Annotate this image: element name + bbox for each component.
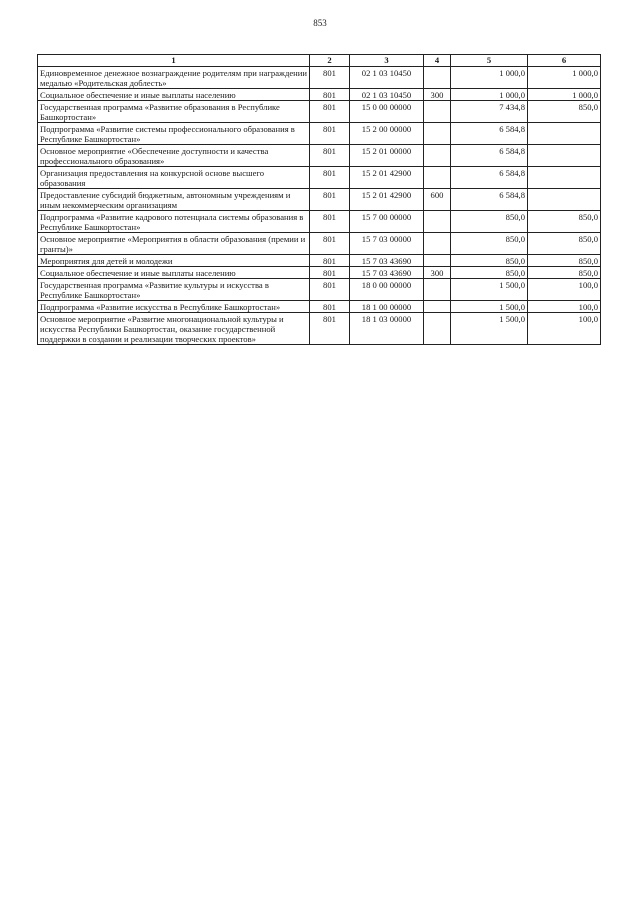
cell-target-code: 02 1 03 10450 [350, 67, 424, 89]
column-header: 1 [38, 55, 310, 67]
cell-target-code: 15 2 01 42900 [350, 167, 424, 189]
cell-expense-type [424, 211, 451, 233]
cell-name: Социальное обеспечение и иные выплаты населению [38, 267, 310, 279]
table-row [38, 89, 601, 101]
cell-amount-1: 1 000,0 [451, 89, 528, 101]
cell-admin-code: 801 [310, 89, 350, 101]
cell-amount-2: 850,0 [528, 233, 601, 255]
cell-amount-1: 6 584,8 [451, 167, 528, 189]
table-row [38, 267, 601, 279]
cell-amount-2 [528, 167, 601, 189]
table-row [38, 145, 601, 167]
column-header: 4 [424, 55, 451, 67]
cell-expense-type [424, 233, 451, 255]
table-row [38, 279, 601, 301]
cell-admin-code: 801 [310, 255, 350, 267]
cell-name: Подпрограмма «Развитие искусства в Республике Башкортостан» [38, 301, 310, 313]
column-header: 3 [350, 55, 424, 67]
cell-expense-type [424, 67, 451, 89]
table-row [38, 123, 601, 145]
cell-expense-type [424, 279, 451, 301]
cell-amount-1: 1 500,0 [451, 301, 528, 313]
table-row [38, 101, 601, 123]
cell-amount-2: 1 000,0 [528, 67, 601, 89]
cell-name: Мероприятия для детей и молодежи [38, 255, 310, 267]
cell-admin-code: 801 [310, 279, 350, 301]
cell-target-code: 15 2 00 00000 [350, 123, 424, 145]
table-row [38, 211, 601, 233]
table-row [38, 189, 601, 211]
cell-target-code: 15 2 01 00000 [350, 145, 424, 167]
table-body [38, 67, 601, 345]
page-number: 853 [313, 18, 327, 28]
table-row [38, 255, 601, 267]
cell-name: Предоставление субсидий бюджетным, автономным учреждениям и иным некоммерческим организациям [38, 189, 310, 211]
cell-amount-1: 850,0 [451, 233, 528, 255]
cell-name: Подпрограмма «Развитие кадрового потенциала системы образования в Республике Башкортостан» [38, 211, 310, 233]
cell-expense-type [424, 101, 451, 123]
cell-target-code: 18 1 03 00000 [350, 313, 424, 345]
cell-expense-type [424, 123, 451, 145]
cell-name: Основное мероприятие «Обеспечение доступности и качества профессионального образования» [38, 145, 310, 167]
cell-target-code: 02 1 03 10450 [350, 89, 424, 101]
cell-amount-2 [528, 145, 601, 167]
cell-target-code: 18 1 00 00000 [350, 301, 424, 313]
cell-expense-type: 300 [424, 267, 451, 279]
cell-amount-2: 850,0 [528, 255, 601, 267]
cell-amount-1: 6 584,8 [451, 123, 528, 145]
budget-table [37, 54, 601, 345]
table-row [38, 67, 601, 89]
cell-expense-type [424, 313, 451, 345]
table-row [38, 301, 601, 313]
cell-admin-code: 801 [310, 211, 350, 233]
cell-amount-1: 850,0 [451, 211, 528, 233]
cell-admin-code: 801 [310, 313, 350, 345]
table-row [38, 313, 601, 345]
cell-expense-type: 600 [424, 189, 451, 211]
cell-amount-2: 850,0 [528, 211, 601, 233]
cell-admin-code: 801 [310, 145, 350, 167]
cell-admin-code: 801 [310, 267, 350, 279]
cell-amount-2: 850,0 [528, 101, 601, 123]
cell-amount-1: 7 434,8 [451, 101, 528, 123]
cell-amount-1: 1 500,0 [451, 279, 528, 301]
cell-name: Основное мероприятие «Развитие многонациональной культуры и искусства Республики Башкортостан, оказание государственной поддержки в создании и реализации творческих проектов» [38, 313, 310, 345]
cell-name: Государственная программа «Развитие культуры и искусства в Республике Башкортостан» [38, 279, 310, 301]
cell-name: Основное мероприятие «Мероприятия в области образования (премии и гранты)» [38, 233, 310, 255]
cell-amount-2: 100,0 [528, 279, 601, 301]
cell-amount-1: 6 584,8 [451, 145, 528, 167]
cell-target-code: 15 7 03 43690 [350, 267, 424, 279]
cell-amount-1: 6 584,8 [451, 189, 528, 211]
cell-admin-code: 801 [310, 189, 350, 211]
cell-amount-2: 850,0 [528, 267, 601, 279]
cell-target-code: 15 7 03 43690 [350, 255, 424, 267]
cell-target-code: 15 7 03 00000 [350, 233, 424, 255]
table-header-row [38, 55, 601, 67]
cell-admin-code: 801 [310, 101, 350, 123]
cell-expense-type [424, 301, 451, 313]
cell-amount-2: 100,0 [528, 313, 601, 345]
column-header: 5 [451, 55, 528, 67]
cell-expense-type [424, 255, 451, 267]
cell-expense-type: 300 [424, 89, 451, 101]
cell-target-code: 18 0 00 00000 [350, 279, 424, 301]
cell-amount-2: 1 000,0 [528, 89, 601, 101]
cell-admin-code: 801 [310, 301, 350, 313]
cell-expense-type [424, 167, 451, 189]
cell-amount-1: 1 500,0 [451, 313, 528, 345]
cell-amount-2: 100,0 [528, 301, 601, 313]
cell-amount-1: 850,0 [451, 267, 528, 279]
cell-name: Организация предоставления на конкурсной основе высшего образования [38, 167, 310, 189]
cell-name: Подпрограмма «Развитие системы профессионального образования в Республике Башкортостан» [38, 123, 310, 145]
column-header: 6 [528, 55, 601, 67]
cell-name: Единовременное денежное вознаграждение родителям при награждении медалью «Родительская доблесть» [38, 67, 310, 89]
cell-target-code: 15 0 00 00000 [350, 101, 424, 123]
cell-admin-code: 801 [310, 123, 350, 145]
table-row [38, 167, 601, 189]
cell-target-code: 15 7 00 00000 [350, 211, 424, 233]
cell-target-code: 15 2 01 42900 [350, 189, 424, 211]
cell-name: Социальное обеспечение и иные выплаты населению [38, 89, 310, 101]
cell-amount-1: 1 000,0 [451, 67, 528, 89]
cell-amount-2 [528, 123, 601, 145]
cell-amount-2 [528, 189, 601, 211]
cell-admin-code: 801 [310, 67, 350, 89]
cell-admin-code: 801 [310, 233, 350, 255]
column-header: 2 [310, 55, 350, 67]
cell-expense-type [424, 145, 451, 167]
table-row [38, 233, 601, 255]
cell-admin-code: 801 [310, 167, 350, 189]
cell-name: Государственная программа «Развитие образования в Республике Башкортостан» [38, 101, 310, 123]
cell-amount-1: 850,0 [451, 255, 528, 267]
